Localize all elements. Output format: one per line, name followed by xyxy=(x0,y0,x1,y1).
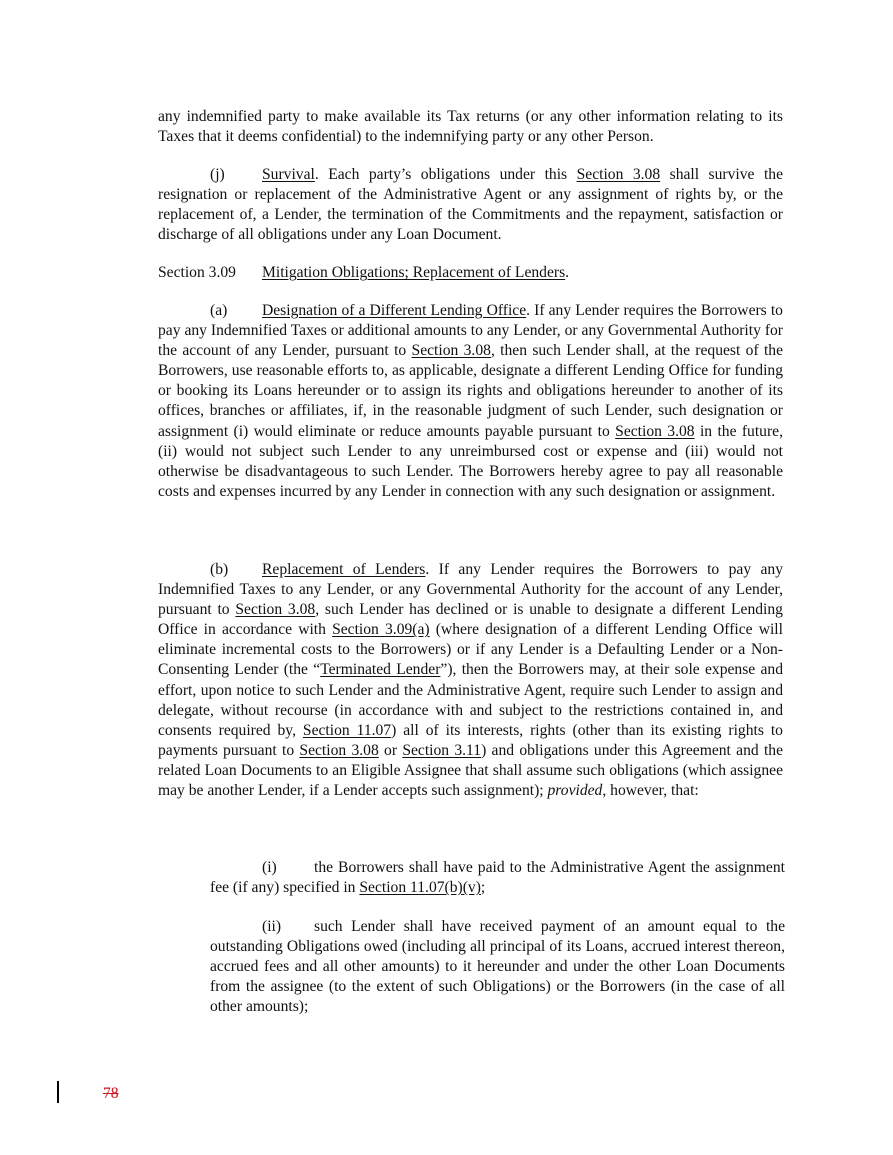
paragraph-title: Replacement of Lenders xyxy=(262,561,426,578)
cross-reference: Section 3.09(a) xyxy=(332,621,430,639)
cross-reference: Section 3.08 xyxy=(576,166,661,183)
change-bar xyxy=(57,1081,59,1103)
clause-ii: (ii) such Lender shall have received payment of an amount equal to the outstanding Obligations owed (including all principal of its Loans, accrued interest thereon, accrued fees and all other amounts) to it hereunder and under the other Loan Documents from the assignee (to the extent of such Obligations) or the Borrowers (in the case of all other amounts); xyxy=(210,918,785,1016)
paragraph-label: (j) xyxy=(210,166,225,183)
cross-reference: Section 3.08 xyxy=(411,342,491,360)
clause-i: (i) the Borrowers shall have paid to the Administrative Agent the assignment fee (if any) specified in Section 11.07(b)(v); xyxy=(210,859,785,897)
paragraph-b-replacement: (b) Replacement of Lenders. If any Lender requires the Borrowers to pay any Indemnified Taxes to any Lender, or any Governmental Authority for the account of any Lender, pursuant to Section 3.08, such Lender has declined or is unable to designate a different Lending Office in accordance with Section 3.09(a) (where designation of a different Lending Office will eliminate incremental costs to the Borrowers) or if any Lender is a Defaulting Lender or a Non-Consenting Lender (the “Terminated Lender”), then the Borrowers may, at their sole expense and effort, upon notice to such Lender and the Administrative Agent, require such Lender to assign and delegate, without recourse (in accordance with and subject to the restrictions contained in, and consents required by, Section 11.07) all of its interests, rights (other than its existing rights to payments pursuant to Section 3.08 or Section 3.11) and obligations under this Agreement and the related Loan Documents to an Eligible Assignee that shall assume such obligations (which assignee may be another Lender, if a Lender accepts such assignment); provided, however, that: xyxy=(158,561,784,800)
page-number: 78 xyxy=(103,1085,119,1102)
clause-label: (ii) xyxy=(262,918,282,935)
paragraph-label: (b) xyxy=(210,561,229,578)
cross-reference: Section 11.07(b)(v) xyxy=(359,879,481,897)
proviso: provided xyxy=(547,782,603,800)
cross-reference: Section 3.08 xyxy=(615,422,695,440)
cross-reference: Section 3.08 xyxy=(235,601,316,619)
paragraph-title: Designation of a Different Lending Office xyxy=(262,302,527,319)
section-heading: Section 3.09 Mitigation Obligations; Replacement of Lenders. xyxy=(158,263,783,283)
defined-term: Terminated Lender xyxy=(320,661,441,679)
paragraph-a-designation: (a) Designation of a Different Lending Office. If any Lender requires the Borrowers to pay any Indemnified Taxes or additional amounts to any Lender, or any Governmental Authority for the account of any Lender, pursuant to Section 3.08, then such Lender shall, at the request of the Borrowers, use reasonable efforts to, as applicable, designate a different Lending Office for funding or booking its Loans hereunder or to assign its rights and obligations hereunder to another of its offices, branches or affiliates, if, in the reasonable judgment of such Lender, such designation or assignment (i) would eliminate or reduce amounts payable pursuant to Section 3.08 in the future, (ii) would not subject such Lender to any unreimbursed cost or expense and (iii) would not otherwise be disadvantageous to such Lender. The Borrowers hereby agree to pay all reasonable costs and expenses incurred by any Lender in connection with any such designation or assignment. xyxy=(158,302,784,500)
cross-reference: Section 3.08 xyxy=(299,741,379,759)
cross-reference: Section 3.11 xyxy=(402,741,482,759)
section-title: Mitigation Obligations; Replacement of Lenders xyxy=(262,264,566,281)
cross-reference: Section 11.07 xyxy=(302,721,392,739)
clause-label: (i) xyxy=(262,859,277,876)
paragraph-label: (a) xyxy=(210,302,228,319)
section-number: Section 3.09 xyxy=(158,264,236,281)
paragraph-j-survival: (j) Survival. Each party’s obligations under this Section 3.08 shall survive the resignation or replacement of the Administrative Agent or any assignment of rights by, or the replacement of, a Lender, the termination of the Commitments and the repayment, satisfaction or discharge of all obligations under any Loan Document. xyxy=(158,166,783,244)
paragraph-continuation: any indemnified party to make available its Tax returns (or any other information relating to its Taxes that it deems confidential) to the indemnifying party or any other Person. xyxy=(158,108,783,146)
paragraph-title: Survival xyxy=(262,166,315,183)
